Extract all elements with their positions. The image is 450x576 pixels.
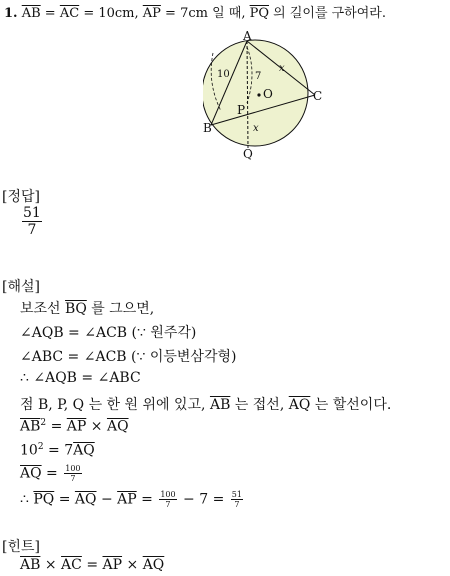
text: 를 그으면, <box>86 301 155 317</box>
text: = <box>46 418 67 435</box>
text: 보조선 <box>20 301 66 317</box>
explanation-line-4: ∴ ∠AQB = ∠ABC <box>20 370 141 386</box>
explanation-line-5 <box>20 394 391 414</box>
answer-denominator: 7 <box>27 222 37 238</box>
label-ten: 10 <box>217 69 230 80</box>
fraction <box>159 490 176 509</box>
segment-bq: $\overline{BQ}$ <box>65 301 87 317</box>
text: 10 <box>20 442 38 459</box>
segment-ac: $\overline{AC}$ <box>59 6 80 21</box>
label-x-ac: x <box>279 63 285 74</box>
text: 는 할선이다. <box>310 397 392 413</box>
segment: $\overline{AQ}$ <box>142 557 165 573</box>
segment: $\overline{AQ}$ <box>73 442 95 459</box>
denominator: 7 <box>165 500 171 509</box>
problem-number: 1. <box>4 6 18 21</box>
denominator: 7 <box>70 474 76 483</box>
text: × <box>122 557 143 573</box>
segment: $\overline{PQ}$ <box>33 491 55 508</box>
segment: $\overline{AQ}$ <box>74 491 97 508</box>
condition-text-1: = 10cm, <box>79 6 143 21</box>
text: = <box>41 465 63 482</box>
text: 는 접선, <box>230 397 289 413</box>
answer-fraction <box>22 205 42 238</box>
explanation-line-8 <box>20 464 84 483</box>
question-text: 의 길이를 구하여라. <box>269 6 386 21</box>
segment: $\overline{AP}$ <box>66 418 87 435</box>
label-q: Q <box>243 147 253 161</box>
explanation-line-2: ∠AQB = ∠ACB (∵ 원주각) <box>20 325 197 341</box>
text: × <box>86 418 107 435</box>
segment-pq: $\overline{PQ}$ <box>249 6 269 21</box>
label-a: A <box>243 29 252 43</box>
segment: $\overline{AQ}$ <box>20 465 42 482</box>
numerator: 100 <box>65 464 81 473</box>
exponent: 2 <box>37 442 44 452</box>
numerator: 51 <box>231 490 242 499</box>
exponent: 2 <box>40 418 47 428</box>
explanation-line-3: ∠ABC = ∠ACB (∵ 이등변삼각형) <box>20 349 237 365</box>
hint-heading: [힌트] <box>2 539 40 555</box>
explanation-line-1 <box>20 298 154 318</box>
explanation-line-9 <box>20 490 245 509</box>
hint-line <box>20 557 164 573</box>
denominator: 7 <box>234 500 240 509</box>
segment: $\overline{AP}$ <box>102 557 123 573</box>
answer-heading: [정답] <box>2 189 40 205</box>
fraction <box>231 490 243 509</box>
geometry-figure <box>203 29 325 161</box>
explanation-line-6 <box>20 418 129 435</box>
numerator: 100 <box>160 490 176 499</box>
segment: $\overline{AQ}$ <box>106 418 129 435</box>
label-seven: 7 <box>255 71 262 82</box>
text: = <box>54 491 75 508</box>
answer-numerator: 51 <box>23 205 41 221</box>
text: = 7 <box>43 442 74 459</box>
segment: $\overline{AC}$ <box>61 557 82 573</box>
explanation-line-7 <box>20 442 95 459</box>
segment: $\overline{AP}$ <box>117 491 137 508</box>
label-p: P <box>237 103 246 117</box>
label-o: O <box>263 87 273 101</box>
segment: $\overline{AB}$ <box>20 557 41 573</box>
segment-ab: $\overline{AB}$ <box>21 6 41 21</box>
text: 점 B, P, Q 는 한 원 위에 있고, <box>20 397 210 413</box>
text: ∴ <box>20 491 34 508</box>
center-point <box>257 93 260 96</box>
text: = <box>81 557 103 573</box>
text: = <box>136 491 158 508</box>
condition-text-2: = 7cm 일 때, <box>160 6 250 21</box>
text: − 7 = <box>178 491 229 508</box>
label-x-bc: x <box>253 123 259 134</box>
equals-sign: = <box>40 6 60 21</box>
label-b: B <box>203 121 212 135</box>
text: − <box>96 491 118 508</box>
explanation-heading: [해설] <box>2 279 40 295</box>
problem-statement <box>4 2 386 21</box>
text: × <box>40 557 62 573</box>
segment: $\overline{AB}$ <box>20 418 41 435</box>
secant-aq: $\overline{AQ}$ <box>288 397 311 413</box>
segment-ap: $\overline{AP}$ <box>142 6 161 21</box>
fraction <box>64 464 81 483</box>
tangent-ab: $\overline{AB}$ <box>209 397 231 413</box>
label-c: C <box>313 89 323 103</box>
